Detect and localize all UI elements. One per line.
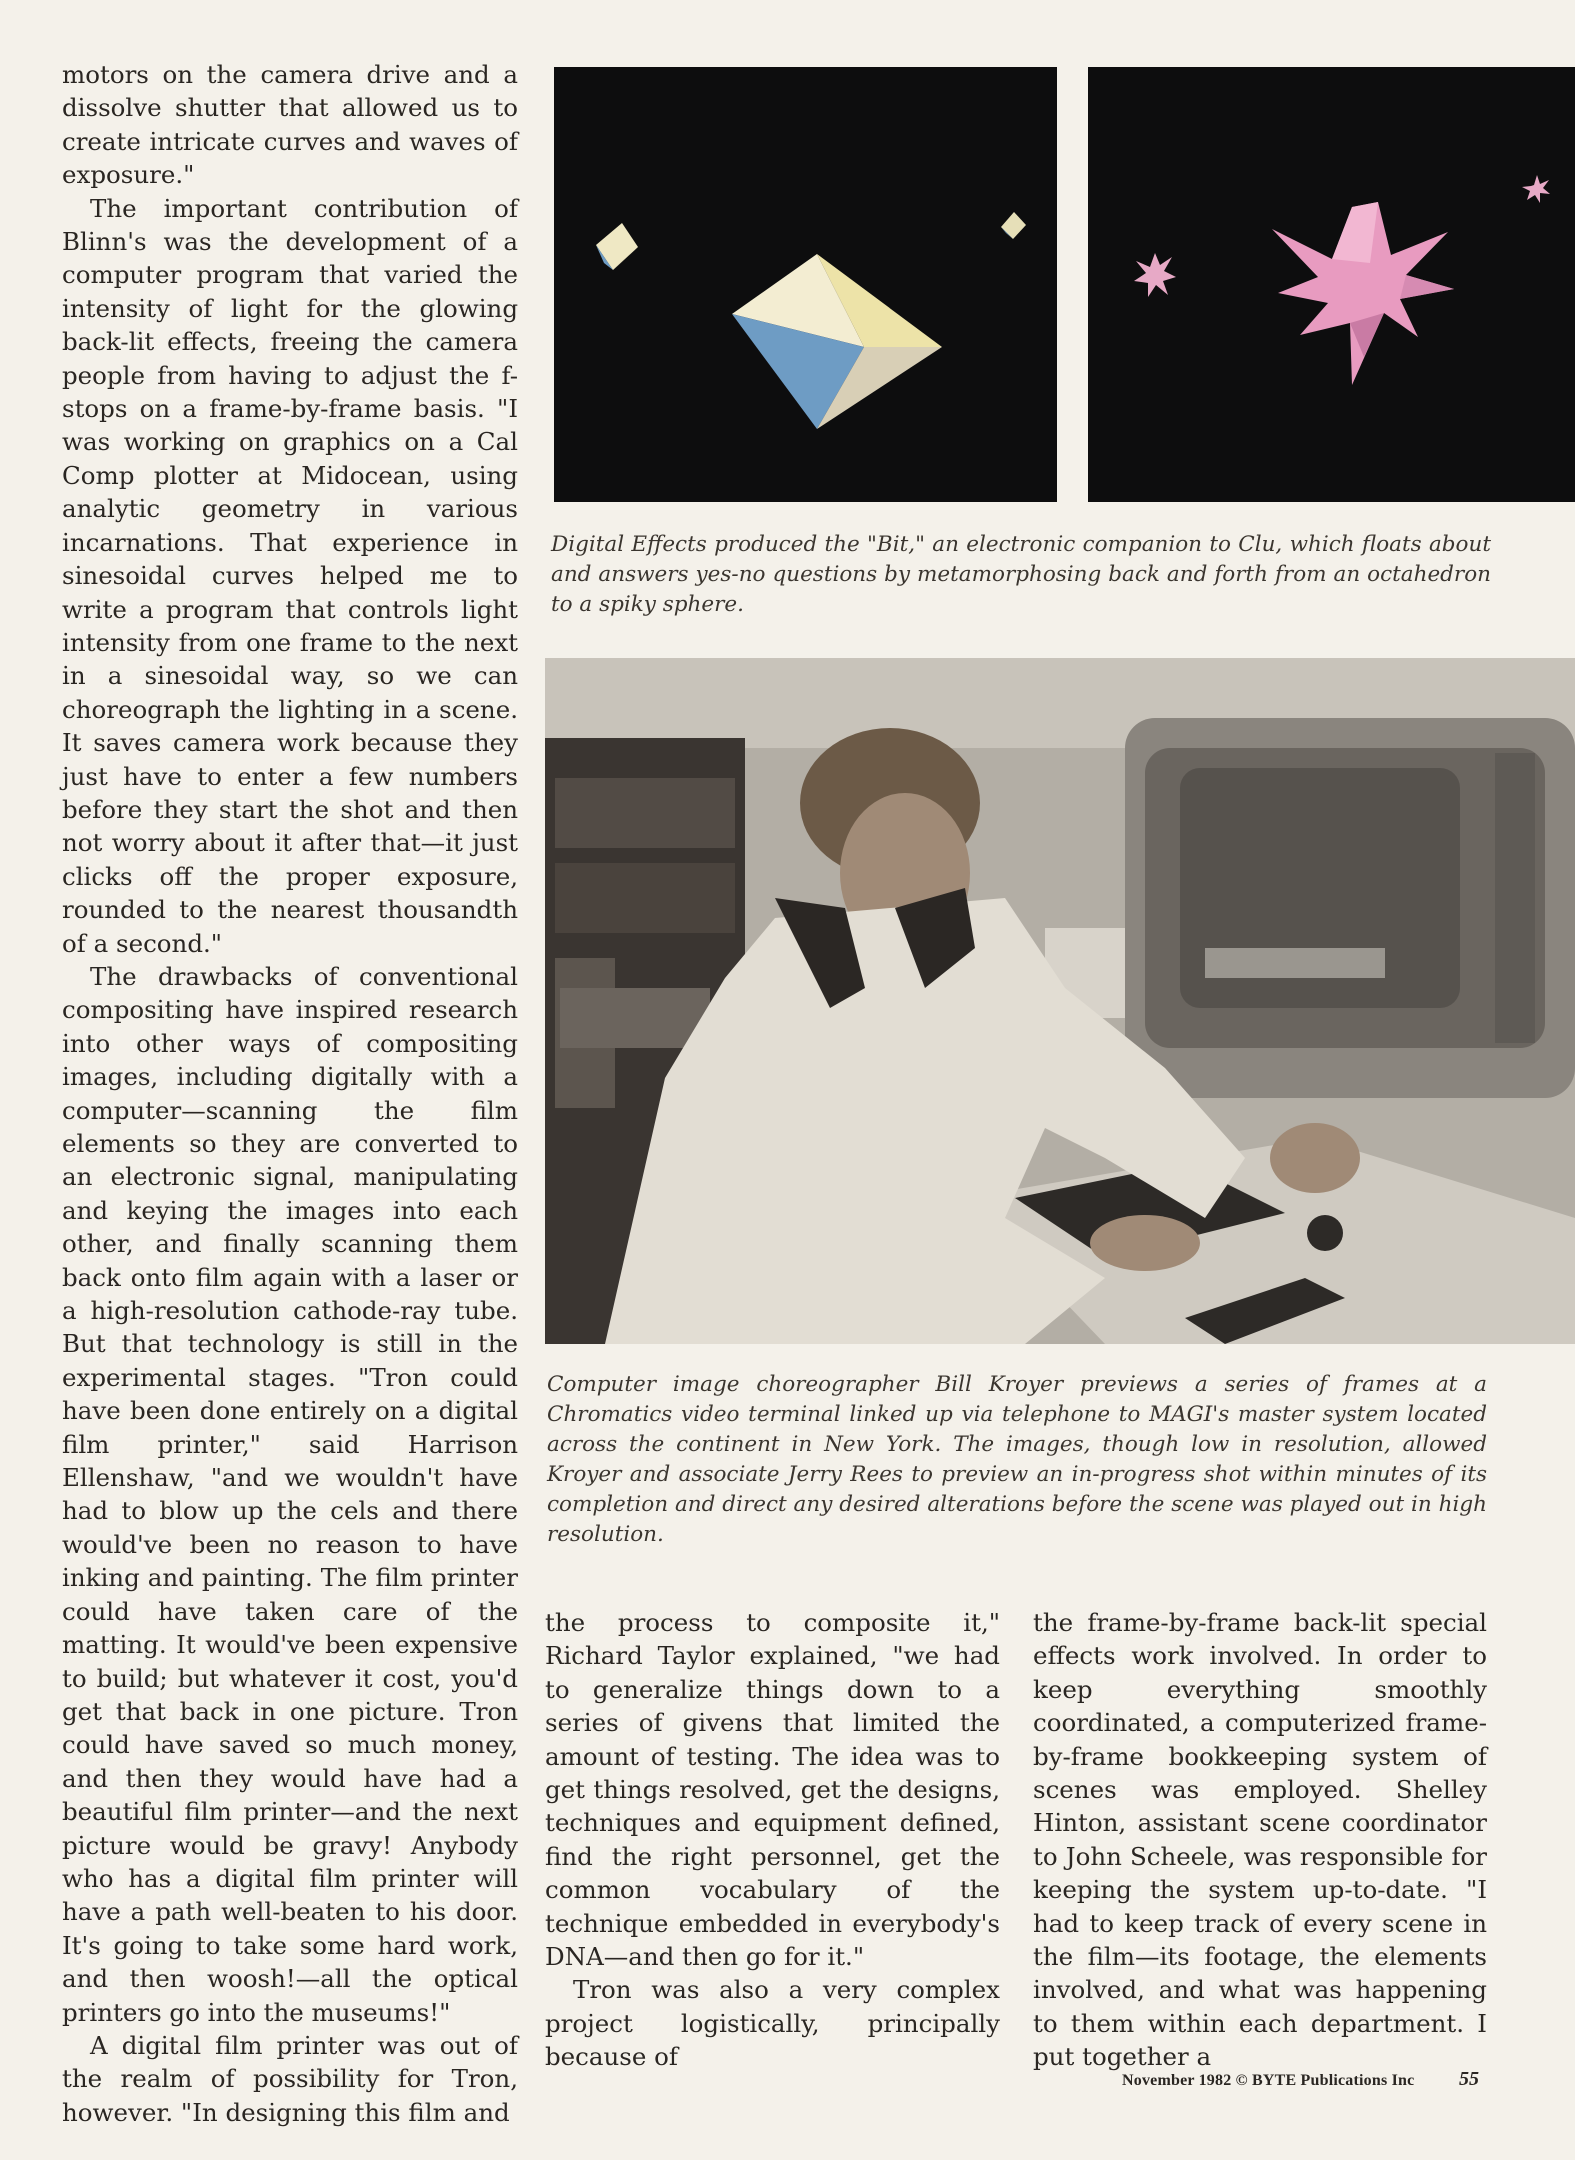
article-column-right — [1033, 1606, 1487, 2074]
article-column-middle — [545, 1606, 1000, 2074]
bit-octahedron-photo — [554, 67, 1057, 502]
page-number: 55 — [1459, 2068, 1479, 2090]
paragraph: The drawbacks of conventional compositing have inspired research into other ways of compositing images, including digitally with a computer—scanning the film elements so they are converted to an electronic signal, manipulating and keying the images into each other, and finally scanning them back onto film again with a laser or a high-resolution cathode-ray tube. But that technology is still in the experimental stages. "Tron could have been done entirely on a digital film printer," said Harrison Ellenshaw, "and we wouldn't have had to blow up the cels and there would've been no reason to have inking and painting. The film printer could have taken care of the matting. It would've been expensive to build; but whatever it cost, you'd get that back in one picture. Tron could have saved so much money, and then they would have had a beautiful film printer—and the next picture would be gravy! Anybody who has a digital film printer will have a path well-beaten to his door. It's going to take some hard work, and then woosh!—all the optical printers go into the museums!" — [62, 961, 518, 2027]
article-column-left — [62, 58, 518, 2129]
bill-kroyer-terminal-photo — [545, 658, 1575, 1344]
paragraph: motors on the camera drive and a dissolve shutter that allowed us to create intricate curves and waves of exposure." — [62, 60, 518, 190]
paragraph: the frame-by-frame back-lit special effects work involved. In order to keep everything smoothly coordinated, a computerized frame-by-frame bookkeeping system of scenes was employed. Shelley Hinton, assistant scene coordinator to John Scheele, was responsible for keeping the system up-to-date. "I had to keep track of every scene in the film—its footage, the elements involved, and what was happening to them within each department. I put together a — [1033, 1608, 1487, 2072]
footer-credit: November 1982 © BYTE Publications Inc — [1122, 2072, 1415, 2089]
paragraph: the process to composite it," Richard Taylor explained, "we had to generalize things down to a series of givens that limited the amount of testing. The idea was to get things resolved, get the designs, techniques and equipment defined, find the right personnel, get the common vocabulary of the technique embedded in everybody's DNA—and then go for it." — [545, 1608, 1000, 1972]
terminal-monitor — [1125, 718, 1575, 1098]
photo-caption-bit: Digital Effects produced the "Bit," an electronic companion to Clu, which floats about and answers yes-no questions by metamorphosing back and forth from an octahedron to a spiky sphere. — [551, 532, 1491, 617]
photo-caption-kroyer: Computer image choreographer Bill Kroyer previews a series of frames at a Chromatics video terminal linked up via telephone to MAGI's master system located across the continent in New York. The images, though low in resolution, allowed Kroyer and associate Jerry Rees to preview an in-progress shot within minutes of its completion and direct any desired alterations before the scene was played out in high resolution. — [547, 1372, 1487, 1547]
paragraph: Tron was also a very complex project logistically, principally because of — [545, 1975, 1000, 2072]
bit-spiky-sphere-photo — [1088, 67, 1575, 502]
paragraph: A digital film printer was out of the realm of possibility for Tron, however. "In designing this film and — [62, 2030, 518, 2127]
paragraph: The important contribution of Blinn's was the development of a computer program that varied the intensity of light for the glowing back-lit effects, freeing the camera people from having to adjust the f-stops on a frame-by-frame basis. "I was working on graphics on a Cal Comp plotter at Midocean, using analytic geometry in various incarnations. That experience in sinesoidal curves helped me to write a program that controls light intensity from one frame to the next in a sinesoidal way, so we can choreograph the lighting in a scene. It saves camera work because they just have to enter a few numbers before they start the shot and then not worry about it after that—it just clicks off the proper exposure, rounded to the nearest thousandth of a second." — [62, 193, 518, 958]
